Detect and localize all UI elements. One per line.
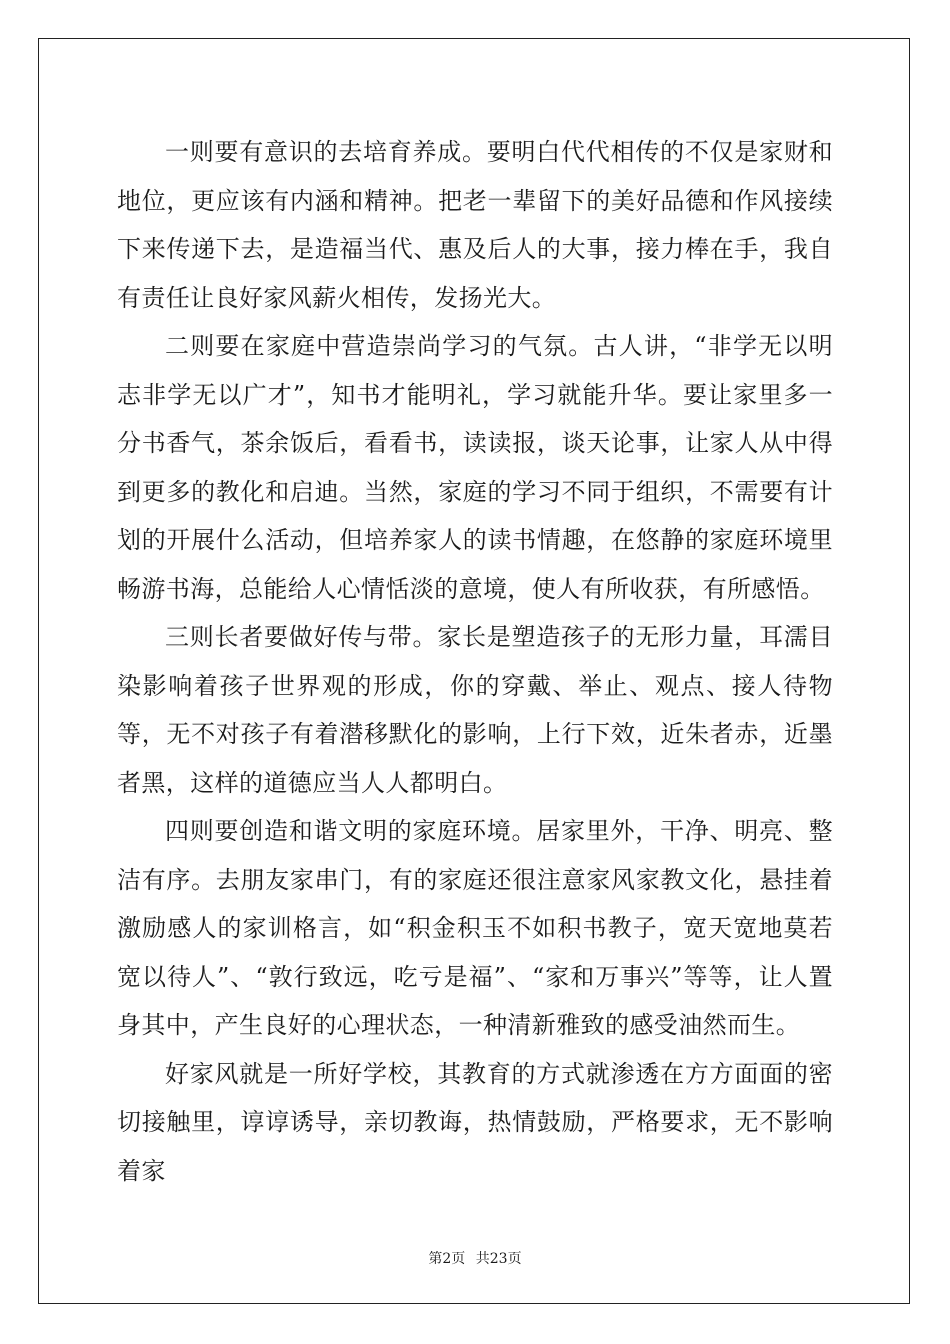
paragraph-3: 三则长者要做好传与带。家长是塑造孩子的无形力量，耳濡目染影响着孩子世界观的形成，你的穿戴、举止、观点、接人待物等，无不对孩子有着潜移默化的影响，上行下效，近朱者赤，近墨者黑，这样的道德应当人人都明白。 — [117, 623, 833, 797]
document-body — [117, 128, 833, 1195]
paragraph-4: 四则要创造和谐文明的家庭环境。居家里外，干净、明亮、整洁有序。去朋友家串门，有的家庭还很注意家风家教文化，悬挂着激励感人的家训格言，如“积金积玉不如积书教子，宽天宽地莫若宽以待人”、“敦行致远，吃亏是福”、“家和万事兴”等等，让人置身其中，产生良好的心理状态，一种清新雅致的感受油然而生。 — [117, 817, 833, 1039]
page-footer — [0, 1248, 950, 1268]
paragraph-2: 二则要在家庭中营造崇尚学习的气氛。古人讲，“非学无以明志非学无以广才”，知书才能明礼，学习就能升华。要让家里多一分书香气，茶余饭后，看看书，读读报，谈天论事，让家人从中得到更多的教化和启迪。当然，家庭的学习不同于组织，不需要有计划的开展什么活动，但培养家人的读书情趣，在悠静的家庭环境里畅游书海，总能给人心情恬淡的意境，使人有所收获，有所感悟。 — [117, 332, 833, 603]
paragraph-5: 好家风就是一所好学校，其教育的方式就渗透在方方面面的密切接触里，谆谆诱导，亲切教诲，热情鼓励，严格要求，无不影响着家 — [117, 1059, 833, 1185]
paragraph-1: 一则要有意识的去培育养成。要明白代代相传的不仅是家财和地位，更应该有内涵和精神。把老一辈留下的美好品德和作风接续下来传递下去，是造福当代、惠及后人的大事，接力棒在手，我自有责任让良好家风薪火相传，发扬光大。 — [117, 138, 833, 312]
page-number: 第2页 — [428, 1251, 466, 1267]
page-total: 共23页 — [475, 1251, 522, 1267]
